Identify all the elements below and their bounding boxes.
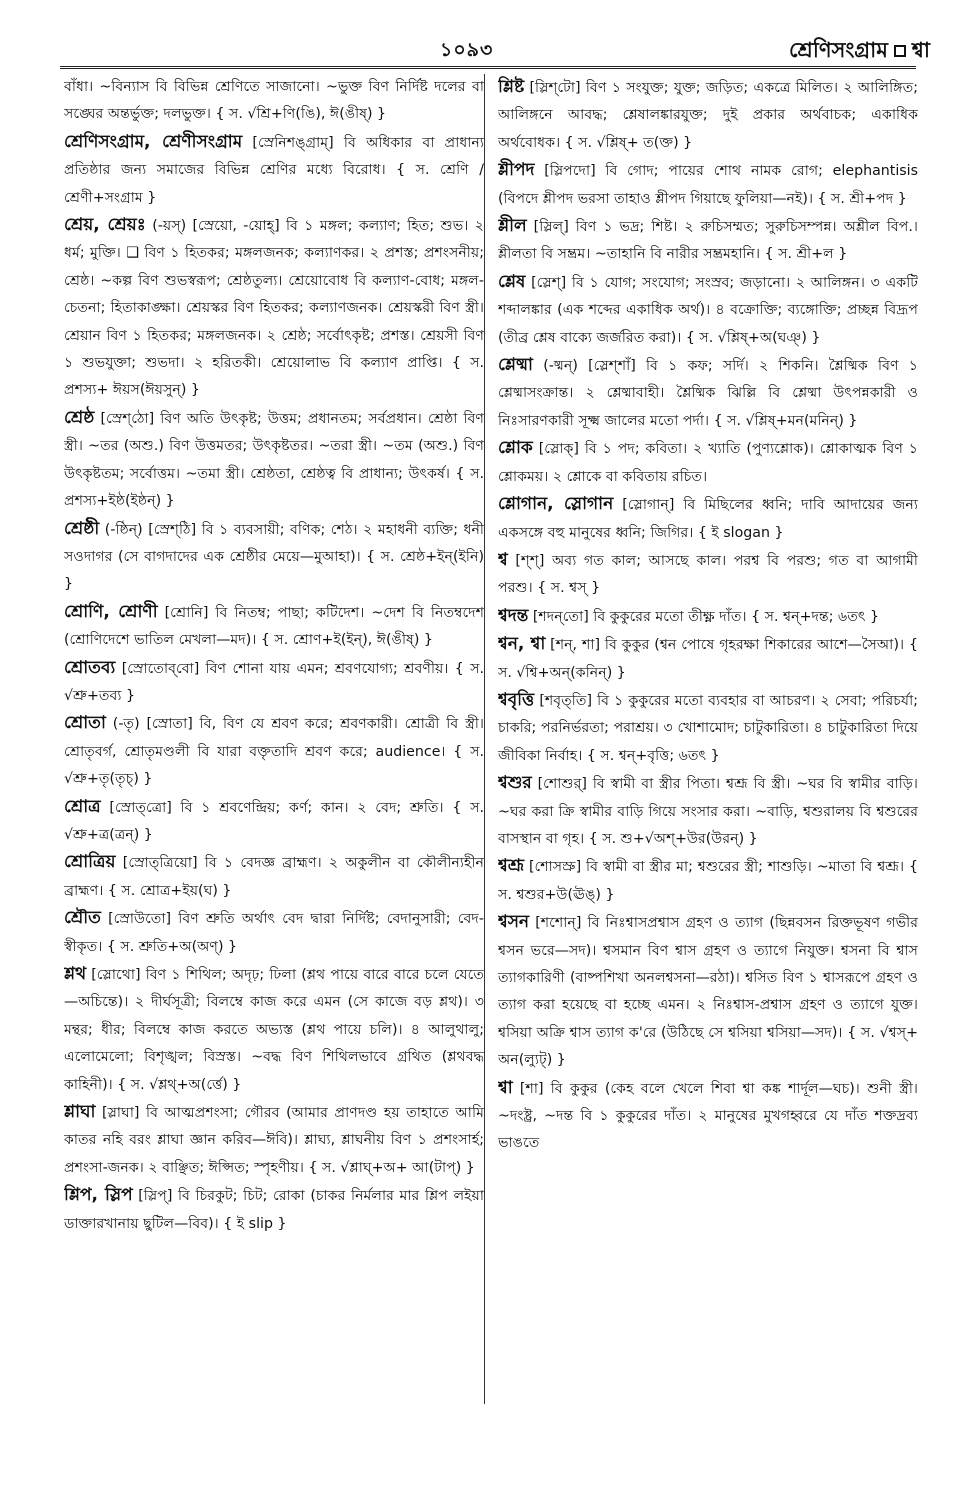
entry-headword: শ্রোতব্য: [64, 657, 116, 678]
left-column: [64, 74, 484, 1414]
entry-headword: শ্রেষ্ঠী: [64, 518, 100, 539]
dictionary-entry: [64, 655, 484, 711]
dictionary-entry: [498, 269, 918, 352]
right-column: [498, 74, 918, 1414]
dictionary-entry: [64, 74, 484, 129]
entry-definition: [স্লোক্] বি ১ পদ; কবিতা। ২ খ্যাতি (পুণ্যশ্লোক)। শ্লোকাত্মক বিণ ১ শ্লোকময়। ২ শ্লোকে বা কবিতায় রচিত।: [498, 441, 918, 485]
entry-headword: শ্লাঘা: [64, 1102, 96, 1123]
dictionary-entry: [64, 516, 484, 599]
entry-headword: শ্রোণি, শ্রোণী: [64, 601, 158, 622]
entry-headword: শ্রোত্র: [64, 796, 101, 817]
dictionary-entry: [498, 687, 918, 770]
entry-definition: [স্লিপ্] বি চিরকুট; চিট; রোকা (চাকর নির্মলার মার শ্লিপ লইয়া ডাক্তারখানায় ছুটিল—বিব)। { ই slip }: [64, 1188, 484, 1232]
dictionary-entry: [498, 631, 918, 687]
dictionary-entry: [64, 212, 484, 405]
dictionary-entry: [64, 794, 484, 850]
dictionary-entry: [64, 849, 484, 905]
entry-definition: [শ্‌শ্] অব্য গত কাল; আসছে কাল। পরশ্ব বি পরশু; গত বা আগামী পরশু। { স. শ্বস্ }: [498, 552, 918, 597]
dictionary-entry: [64, 405, 484, 516]
entry-definition: [স্লিল্] বিণ ১ ভদ্র; শিষ্ট। ২ রুচিসম্মত; সুরুচিসম্পন্ন। অশ্লীল বিপ.। শ্লীলতা বি সম্ভ্রম। ~তাহানি বি নারীর সম্ভ্রমহানি। { স. শ্রী+ল }: [498, 219, 918, 263]
entry-definition: [স্লিশ্‌টো] বিণ ১ সংযুক্ত; যুক্ত; জড়িত; একত্রে মিলিত। ২ আলিঙ্গিত; আলিঙ্গনে আবদ্ধ; শ্লেষালঙ্কারযুক্ত; দুই প্রকার অর্থবাচক; একাধিক অর্থবোধক। { স. √শ্লিষ্+ ত(ক্ত) }: [498, 80, 918, 151]
dictionary-entry: [64, 1099, 484, 1182]
entry-definition: [স্রোতোব্‌বো] বিণ শোনা যায় এমন; শ্রবণযোগ্য; শ্রবণীয়। { স. √শ্রু+তব্য }: [64, 660, 484, 704]
entry-headword: শ্ববৃত্তি: [498, 689, 535, 710]
dictionary-entry: [64, 961, 484, 1099]
entry-definition: [স্লোগান্] বি মিছিলের ধ্বনি; দাবি আদায়ের জন্য একসঙ্গে বহু মানুষের ধ্বনি; জিগির। { ই slogan }: [498, 497, 918, 541]
entry-headword: শ্লিষ্ট: [498, 77, 525, 97]
running-head-last-word: শ্বা: [911, 38, 930, 62]
dictionary-entry: [64, 599, 484, 655]
page-header: [0, 0, 960, 70]
entry-headword: শ্লীপদ: [498, 160, 535, 181]
entry-definition: বাঁধা। ~বিন্যাস বি বিভিন্ন শ্রেণিতে সাজানো। ~ভুক্ত বিণ নির্দিষ্ট দলের বা সঙ্ঘের অন্তর্ভুক্ত; দলভুক্ত। { স. √শ্রি+ণি(ঙি), ঈ(ঙীষ্) }: [64, 79, 484, 123]
dictionary-entry: [498, 1075, 918, 1158]
entry-definition: [শদন্‌তো] বি কুকুরের মতো তীক্ষ্ণ দাঁত। { স. শ্বন্+দন্ত; ৬তৎ }: [532, 608, 879, 625]
dictionary-entry: [498, 435, 918, 491]
entry-definition: [শোসস্রু] বি স্বামী বা স্ত্রীর মা; শ্বশুরের স্ত্রী; শাশুড়ি। ~মাতা বি শ্বশ্রূ। { স. শ্বশুর+উ(ঊঙ্) }: [498, 859, 918, 903]
entry-definition: [শবৃত্‌তি] বি ১ কুকুরের মতো ব্যবহার বা আচরণ। ২ সেবা; পরিচর্যা; চাকরি; পরনির্ভরতা; পরাশ্রয়। ৩ খোশামোদ; চাটুকারিতা। ৪ চাটুকারিতা দিয়ে জীবিকা নির্বাহ। { স. শ্বন্+বৃত্তি; ৬তৎ }: [498, 692, 918, 764]
entry-headword: শ্লথ: [64, 964, 87, 984]
entry-headword: শ্রৌত: [64, 908, 101, 929]
header-rule: [60, 66, 916, 69]
entry-headword: শ্রেয়, শ্রেয়ঃ: [64, 215, 146, 236]
entry-headword: শ্বন, শ্বা: [498, 634, 546, 655]
entry-definition: (-য়স্) [স্রেয়ো, -য়োহ্] বি ১ মঙ্গল; কল্যাণ; হিত; শুভ। ২ ধর্ম; মুক্তি। ❑ বিণ ১ হিতকর; মঙ্গলজনক; কল্যাণকর। ২ প্রশস্ত; প্রশংসনীয়; শ্রেষ্ঠ। ~কল্প বিণ শুভস্বরূপ; শ্রেষ্ঠতুল্য। শ্রেয়োবোধ বি কল্যাণ-বোধ; মঙ্গল-চেতনা; হিতাকাঙ্ক্ষা। শ্রেয়স্কর বিণ হিতকর; কল্যাণজনক। শ্রেয়স্করী বিণ স্ত্রী। শ্রেয়ান বিণ ১ হিতকর; মঙ্গলজনক। ২ শ্রেষ্ঠ; সর্বোৎকৃষ্ট; প্রশস্ত। শ্রেয়সী বিণ ১ শুভযুক্তা; শুভদা। ২ হরিতকী। শ্রেয়োলাভ বি কল্যাণ প্রাপ্তি। { স. প্রশস্য+ ঈয়স(ঈয়সুন্) }: [64, 218, 484, 399]
entry-headword: শ্বা: [498, 1077, 513, 1098]
entry-definition: [স্লিপদো] বি গোদ; পায়ের শোথ নামক রোগ; elephantisis (বিপদে শ্লীপদ ভরসা তাহাও শ্লীপদ গিয়াছে ফুলিয়া—নই)। { স. শ্রী+পদ }: [498, 163, 918, 207]
entry-definition: [স্রোউতো] বিণ শ্রুতি অর্থাৎ বেদ দ্বারা নির্দিষ্ট; বেদানুসারী; বেদ-স্বীকৃত। { স. শ্রুতি+অ(অণ্) }: [64, 911, 484, 955]
dictionary-entry: [498, 770, 918, 853]
dictionary-entry: [64, 905, 484, 961]
dictionary-entry: [498, 491, 918, 547]
entry-definition: [শা] বি কুকুর (কেহ বলে খেলে শিবা শ্বা কঙ্ক শার্দূল—ঘচ)। শুনী স্ত্রী। ~দংষ্ট্র, ~দন্ত বি ১ কুকুরের দাঁত। ২ মানুষের মুখগহ্বরে যে দাঁত শক্তদ্রব্য ভাঙতে: [498, 1080, 918, 1152]
running-head: [789, 34, 930, 69]
entry-headword: শ্বশুর: [498, 773, 532, 794]
dictionary-entry: [498, 603, 918, 631]
entry-definition: (-তৃ) [স্রোতা] বি, বিণ যে শ্রবণ করে; শ্রবণকারী। শ্রোত্রী বি স্ত্রী। শ্রোতৃবর্গ, শ্রোতৃমণ্ডলী বি যারা বক্তৃতাদি শ্রবণ করে; audience। { স. √শ্রু+তৃ(তৃচ্) }: [64, 716, 484, 788]
entry-definition: [স্লোথো] বিণ ১ শিথিল; অদৃঢ়; ঢিলা (শ্লথ পায়ে বারে বারে চলে যেতে—অচিন্তে)। ২ দীর্ঘসূত্রী; বিলম্বে কাজ করে এমন (সে কাজে বড় শ্লথ)। ৩ মন্থর; ধীর; বিলম্বে কাজ করতে অভ্যস্ত (শ্লথ পায়ে চলি)। ৪ আলুথালু; এলোমেলো; বিশৃঙ্খল; বিস্রস্ত। ~বদ্ধ বিণ শিথিলভাবে গ্রথিত (শ্লথবদ্ধ কাহিনী)। { স. √শ্লথ্+অ(র্ত্তে) }: [64, 967, 484, 1093]
entry-headword: শ্লোক: [498, 438, 533, 459]
separator-box-icon: [894, 45, 906, 57]
entry-headword: শ্লিপ, স্লিপ: [64, 1185, 133, 1206]
entry-definition: [স্লাঘা] বি আত্মপ্রশংসা; গৌরব (আমার প্রাণদণ্ড হয় তাহাতে আমি কাতর নহি বরং শ্লাঘা জ্ঞান করিব—ঈবি)। শ্লাঘ্য, শ্লাঘনীয় বিণ ১ প্রশংসার্হ; প্রশংসা-জনক। ২ বাঞ্ছিত; ঈপ্সিত; স্পৃহণীয়। { স. √শ্লাঘ্+অ+ আ(টাপ্) }: [64, 1105, 484, 1176]
entry-definition: [শন্, শা] বি কুকুর (শ্বন পোষে গৃহরক্ষা শিকারের আশে—সৈআ)। { স. √শ্বি+অন্(কনিন্) }: [498, 637, 918, 681]
entry-definition: [স্লেশ্] বি ১ যোগ; সংযোগ; সংস্রব; জড়ানো। ২ আলিঙ্গন। ৩ একটি শব্দালঙ্কার (এক শব্দের একাধিক অর্থ)। ৪ বক্রোক্তি; ব্যঙ্গোক্তি; প্রচ্ছন্ন বিদ্রূপ (তীব্র শ্লেষ বাক্যে জর্জরিত করা)। { স. √শ্লিষ্+অ(ঘঞ্) }: [498, 274, 918, 346]
entry-headword: শ্লেষ্মা: [498, 355, 533, 376]
entry-definition: [স্রেনিশঙ্গ্রাম্] বি অধিকার বা প্রাধান্য প্রতিষ্ঠার জন্য সমাজের বিভিন্ন শ্রেণির মধ্যে বিরোধ। { স. শ্রেণি / শ্রেণী+সংগ্রাম }: [64, 134, 484, 206]
entry-headword: শ্বশ্রূ: [498, 856, 524, 877]
entry-definition: [স্রেশ্‌ঠো] বিণ অতি উৎকৃষ্ট; উত্তম; প্রধানতম; সর্বপ্রধান। শ্রেষ্ঠা বিণ স্ত্রী। ~তর (অশু.) বিণ উত্তমতর; উৎকৃষ্টতর। ~তরা স্ত্রী। ~তম (অশু.) বিণ উৎকৃষ্টতম; সর্বোত্তম। ~তমা স্ত্রী। শ্রেষ্ঠতা, শ্রেষ্ঠত্ব বি প্রাধান্য; উৎকর্ষ। { স. প্রশস্য+ইষ্ঠ(ইষ্ঠন্) }: [64, 410, 484, 510]
entry-headword: শ্লীল: [498, 216, 527, 237]
page-number: ১০৯৩: [440, 39, 494, 61]
dictionary-entry: [498, 853, 918, 909]
entry-headword: শ্রোতা: [64, 713, 106, 734]
entry-definition: [শোশুর্] বি স্বামী বা স্ত্রীর পিতা। শ্বশ্রূ বি স্ত্রী। ~ঘর বি স্বামীর বাড়ি। ~ঘর করা ক্রি স্বামীর বাড়ি গিয়ে সংসার করা। ~বাড়ি, শ্বশুরালয় বি শ্বশুরের বাসস্থান বা গৃহ। { স. শু+√অশ্+উর(উরন্) }: [498, 776, 918, 847]
entry-definition: [শ্রোনি] বি নিতম্ব; পাছা; কটিদেশ। ~দেশ বি নিতম্বদেশ (শ্রোণিদেশে ভাতিল মেখলা—মদ)। { স. শ্রোণ+ই(ইন্), ঈ(ঙীষ্) }: [64, 604, 484, 649]
dictionary-entry: [64, 710, 484, 793]
entry-headword: শ্রেণিসংগ্রাম, শ্রেণীসংগ্রাম: [64, 131, 243, 152]
dictionary-entry: [64, 1182, 484, 1238]
entry-headword: শ্রেষ্ঠ: [64, 407, 95, 428]
dictionary-entry: [498, 157, 918, 213]
entry-definition: [স্রোত্‌ত্রিয়ো] বি ১ বেদজ্ঞ ব্রাহ্মণ। ২ অকুলীন বা কৌলীন্যহীন ব্রাহ্মণ। { স. শ্রোত্র+ইয়(ঘ) }: [64, 855, 484, 899]
dictionary-entry: [498, 547, 918, 603]
dictionary-entry: [498, 352, 918, 435]
entry-headword: শ্লেষ: [498, 271, 526, 292]
dictionary-entry: [498, 909, 918, 1074]
entry-headword: শ্বসন: [498, 912, 530, 933]
column-divider: [484, 74, 485, 1404]
entry-headword: শ্ব: [498, 549, 508, 570]
entry-headword: শ্রোত্রিয়: [64, 852, 116, 873]
running-head-first-word: শ্রেণিসংগ্রাম: [789, 38, 888, 62]
entry-headword: শ্বদন্ত: [498, 605, 529, 626]
entry-definition: [স্রোত্‌ত্রো] বি ১ শ্রবণেন্দ্রিয়; কর্ণ; কান। ২ বেদ; শ্রুতি। { স. √শ্রু+ত্র(ত্রন্) }: [64, 799, 484, 843]
dictionary-entry: [498, 213, 918, 269]
entry-definition: (-ষ্ঠিন্) [স্রেশ্‌ঠি] বি ১ ব্যবসায়ী; বণিক; শেঠ। ২ মহাধনী ব্যক্তি; ধনী সওদাগর (সে বাগদাদের এক শ্রেষ্ঠীর মেয়ে—মুআহা)। { স. শ্রেষ্ঠ+ইন্(ইনি) }: [64, 521, 484, 593]
entry-headword: শ্লোগান, স্লোগান: [498, 494, 614, 515]
entry-definition: [শশোন্] বি নিঃশ্বাসপ্রশ্বাস গ্রহণ ও ত্যাগ (ছিন্নবসন রিক্তভূষণ গভীর শ্বসন ভরে—সদ)। শ্বসমান বিণ শ্বাস গ্রহণ ও ত্যাগে নিযুক্ত। শ্বসনা বি শ্বাস ত্যাগকারিণী (বাষ্পশিখা অনলশ্বসনা—রঠা)। শ্বসিত বিণ ১ শ্বাসরূপে গ্রহণ ও ত্যাগ করা হয়েছে বা হচ্ছে এমন। ২ নিঃশ্বাস-প্রশ্বাস গ্রহণ ও ত্যাগে যুক্ত। শ্বসিয়া অক্রি শ্বাস ত্যাগ ক'রে (উঠিছে সে শ্বসিয়া শ্বসিয়া—সদ)। { স. √শ্বস্+ অন(ল্যুট্) }: [498, 915, 918, 1069]
entry-definition: (-ষ্মন্) [স্লেশ্‌শাঁ] বি ১ কফ; সর্দি। ২ শিকনি। শ্লৈষ্মিক বিণ ১ শ্লেষ্মাসংক্রান্ত। ২ শ্লেষ্মাবাহী। শ্লৈষ্মিক ঝিল্লি বি শ্লেষ্মা উৎপন্নকারী ও নিঃসারণকারী সূক্ষ্ম জালের মতো পর্দা। { স. √শ্লিষ্+মন(মনিন্) }: [498, 358, 918, 429]
dictionary-entry: [64, 129, 484, 212]
dictionary-entry: [498, 74, 918, 157]
